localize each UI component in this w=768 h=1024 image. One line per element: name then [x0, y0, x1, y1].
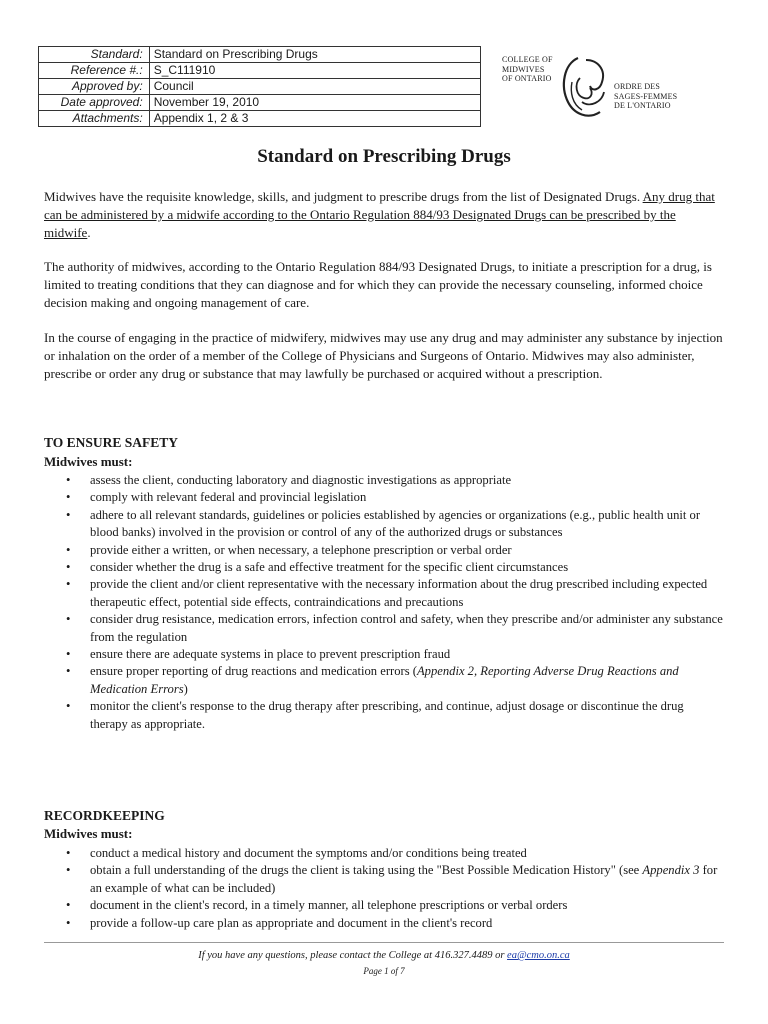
list-item: • consider whether the drug is a safe and effective treatment for the specific client circumstances: [44, 559, 724, 576]
footer-divider: [44, 942, 724, 943]
list-item-text: obtain a full understanding of the drugs the client is taking using the "Best Possible Medication History" (see: [90, 863, 643, 878]
list-item-text: ensure proper reporting of drug reactions and medication errors (: [90, 664, 417, 679]
list-item: • monitor the client's response to the drug therapy after prescribing, and continue, adjust dosage or discontinue the drug therapy as appropriate.: [44, 698, 724, 733]
appendix-reference: Appendix 2, Reporting Adverse Drug Reactions and Medication Errors: [90, 664, 679, 696]
intro-underlined-text: Any drug that can be administered by a midwife according to the Ontario Regulation 884/93 Designated Drugs can be prescribed by the midwife: [44, 189, 715, 240]
list-item: [44, 663, 724, 698]
list-item: • conduct a medical history and document the symptoms and/or conditions being treated: [44, 845, 724, 862]
list-item: • ensure there are adequate systems in place to prevent prescription fraud: [44, 646, 724, 663]
logo-text-line: DE L'ONTARIO: [614, 101, 671, 110]
recordkeeping-section-subtitle: Midwives must:: [44, 826, 133, 841]
midwife-emblem-icon: [556, 52, 616, 124]
info-value: Council: [149, 79, 480, 95]
contact-email-link[interactable]: ea@cmo.on.ca: [507, 950, 570, 961]
info-value: Standard on Prescribing Drugs: [149, 47, 480, 63]
logo-french-name: [614, 82, 677, 111]
document-info-table: [38, 46, 481, 127]
list-item: • assess the client, conducting laboratory and diagnostic investigations as appropriate: [44, 472, 724, 489]
logo-english-name: [502, 55, 553, 84]
info-row-attachments: [39, 111, 481, 127]
safety-section-subtitle: Midwives must:: [44, 454, 133, 469]
info-value: Appendix 1, 2 & 3: [149, 111, 480, 127]
info-key: Approved by:: [39, 79, 150, 95]
logo-text-line: ORDRE DES: [614, 82, 661, 91]
list-item: [44, 862, 724, 897]
recordkeeping-list: [44, 845, 724, 932]
intro-text: Midwives have the requisite knowledge, skills, and judgment to prescribe drugs from the list of Designated Drugs.: [44, 189, 643, 204]
intro-paragraph-1: [44, 188, 724, 242]
info-key: Standard:: [39, 47, 150, 63]
info-row-reference: [39, 63, 481, 79]
safety-section-title: TO ENSURE SAFETY: [44, 435, 179, 450]
footer-text: If you have any questions, please contact the College at 416.327.4489 or: [198, 950, 508, 961]
appendix-reference: Appendix 3: [642, 863, 700, 878]
list-item-text: for an example of what can be included): [90, 863, 718, 895]
list-item: • consider drug resistance, medication errors, infection control and safety, when they prescribe and/or administer any substance from the regulation: [44, 611, 724, 646]
document-title: Standard on Prescribing Drugs: [257, 146, 511, 167]
info-key: Date approved:: [39, 95, 150, 111]
info-value: November 19, 2010: [149, 95, 480, 111]
list-item: • document in the client's record, in a timely manner, all telephone prescriptions or verbal orders: [44, 897, 724, 914]
list-item: • provide either a written, or when necessary, a telephone prescription or verbal order: [44, 542, 724, 559]
logo-text-line: MIDWIVES: [502, 64, 545, 74]
safety-list: [44, 472, 724, 733]
list-item: • adhere to all relevant standards, guidelines or policies established by agencies or organizations (e.g., public health unit or blood banks) involved in the provision or control of any of the authorized drugs or substances: [44, 507, 724, 542]
list-item-text: ): [183, 681, 188, 696]
logo-text-line: OF ONTARIO: [502, 74, 552, 83]
info-value: S_C111910: [149, 63, 480, 79]
list-item: • comply with relevant federal and provincial legislation: [44, 489, 724, 506]
list-item: • provide the client and/or client representative with the necessary information about the drug prescribed including expected therapeutic effect, potential side effects, contraindications and precautions: [44, 576, 724, 611]
info-row-date-approved: [39, 95, 481, 111]
info-row-standard: [39, 47, 481, 63]
info-key: Attachments:: [39, 111, 150, 127]
recordkeeping-section-title: RECORDKEEPING: [44, 808, 165, 823]
logo-text-line: SAGES-FEMMES: [614, 91, 678, 101]
page-number: Page 1 of 7: [363, 966, 405, 976]
footer-contact: [0, 950, 768, 961]
info-key: Reference #.:: [39, 63, 150, 79]
college-logo: [498, 52, 688, 132]
logo-text-line: COLLEGE OF: [502, 55, 553, 64]
intro-paragraph-3: In the course of engaging in the practice of midwifery, midwives may use any drug and may administer any substance by injection or inhalation on the order of a member of the College of Physicians and Surgeons of Ontario. Midwives may also administer, prescribe or order any drug or substance that may lawfully be purchased or acquired without a prescription.: [44, 330, 723, 381]
intro-text: .: [87, 225, 91, 240]
list-item: • provide a follow-up care plan as appropriate and document in the client's record: [44, 915, 724, 932]
info-row-approved-by: [39, 79, 481, 95]
intro-paragraph-2: The authority of midwives, according to the Ontario Regulation 884/93 Designated Drugs, to initiate a prescription for a drug, is limited to treating conditions that they can diagnose and for which they can provide the necessary counseling, informed choice decision making and ongoing management of care.: [44, 259, 712, 310]
